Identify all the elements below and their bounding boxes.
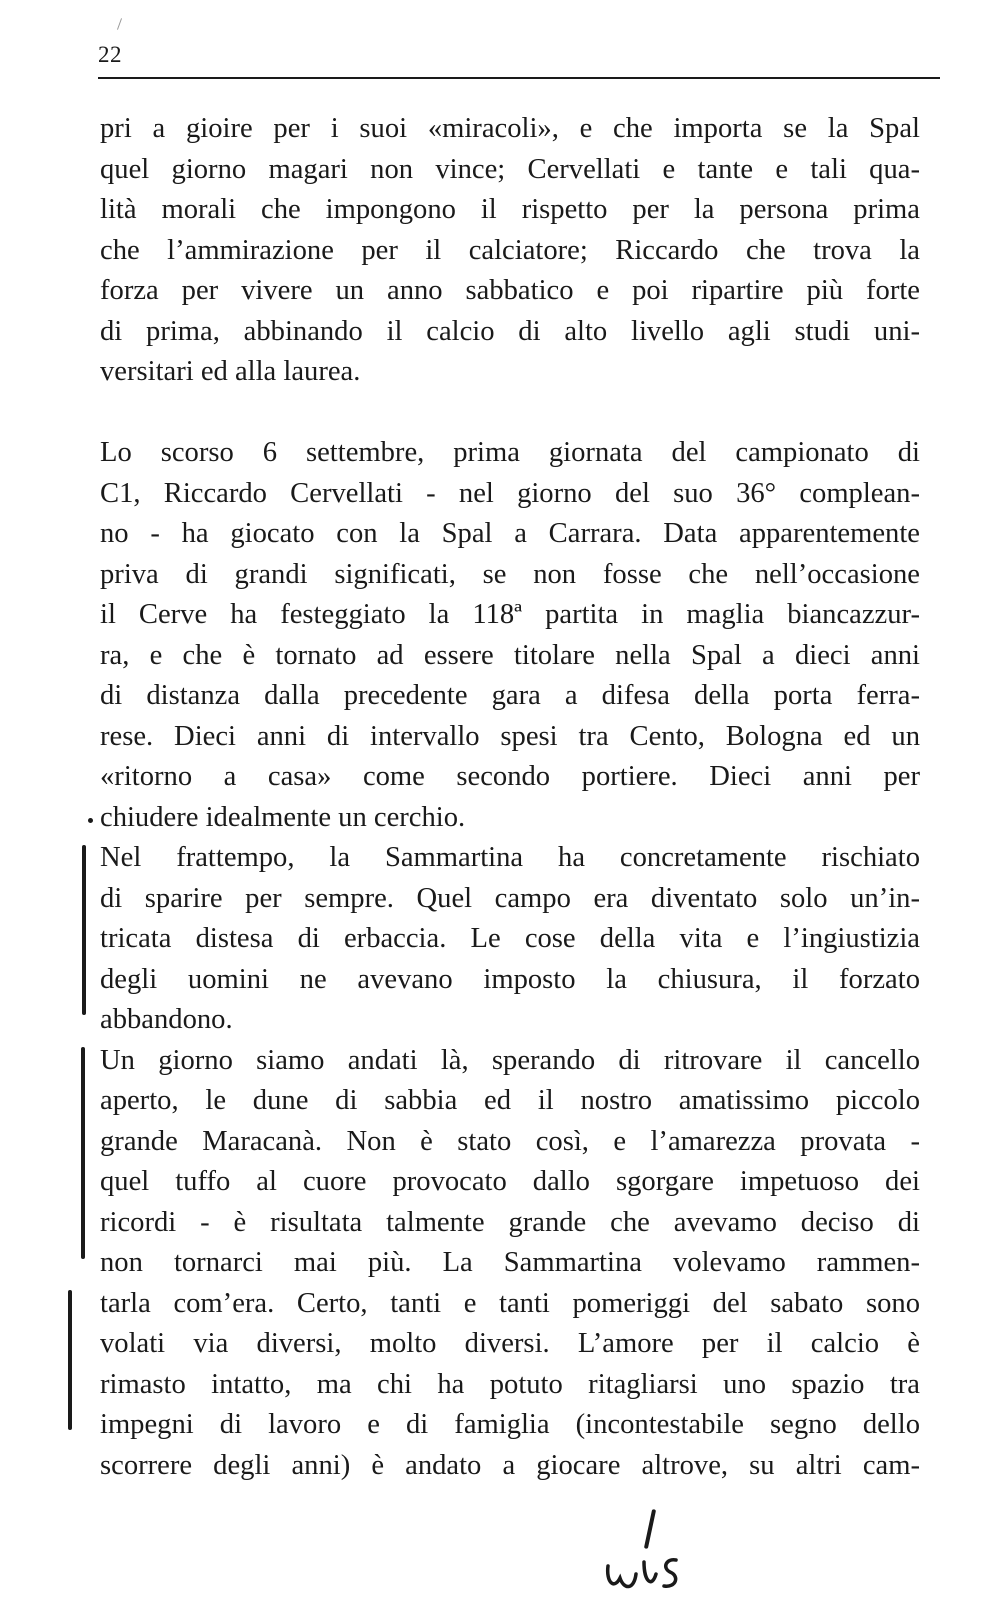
margin-bracket-mark (81, 1047, 85, 1259)
text-line: di distanza dalla precedente gara a difesa della porta ferra- (100, 680, 920, 711)
text-line: Nel frattempo, la Sammartina ha concretamente rischiato (100, 842, 920, 873)
text-line: che l’ammirazione per il calciatore; Riccardo che trova la (100, 235, 920, 266)
text-line: scorrere degli anni) è andato a giocare altrove, su altri cam- (100, 1450, 920, 1481)
text-line: ricordi - è risultata talmente grande che avevamo deciso di (100, 1207, 920, 1238)
text-line: chiudere idealmente un cerchio. (100, 802, 466, 833)
text-line: priva di grandi significati, se non fosse che nell’occasione (100, 559, 920, 590)
margin-bracket-mark (68, 1290, 72, 1430)
handwritten-initials (604, 1552, 684, 1594)
text-line: volati via diversi, molto diversi. L’amore per il calcio è (100, 1328, 920, 1359)
text-line: non tornarci mai più. La Sammartina volevamo rammen- (100, 1247, 920, 1278)
text-line: tricata distesa di erbaccia. Le cose della vita e l’ingiustizia (100, 923, 920, 954)
handwritten-stroke (644, 1509, 656, 1549)
text-line: di prima, abbinando il calcio di alto livello agli studi uni- (100, 316, 920, 347)
tick-mark (117, 18, 122, 30)
text-line: ra, e che è tornato ad essere titolare nella Spal a dieci anni (100, 640, 920, 671)
margin-bracket-mark (82, 845, 86, 1015)
text-line: pri a gioire per i suoi «miracoli», e che importa se la Spal (100, 113, 920, 144)
text-line: tarla com’era. Certo, tanti e tanti pomeriggi del sabato sono (100, 1288, 920, 1319)
text-line: «ritorno a casa» come secondo portiere. Dieci anni per (100, 761, 920, 792)
text-line: quel tuffo al cuore provocato dallo sgorgare impetuoso dei (100, 1166, 920, 1197)
page-number: 22 (98, 42, 122, 67)
text-line: no - ha giocato con la Spal a Carrara. Data apparentemente (100, 518, 920, 549)
text-line: il Cerve ha festeggiato la 118ª partita in maglia biancazzur- (100, 599, 920, 630)
text-line: impegni di lavoro e di famiglia (incontestabile segno dello (100, 1409, 920, 1440)
text-line: versitari ed alla laurea. (100, 356, 361, 387)
margin-dot (88, 818, 93, 823)
text-line: degli uomini ne avevano imposto la chiusura, il forzato (100, 964, 920, 995)
text-line: rimasto intatto, ma chi ha potuto ritagliarsi uno spazio tra (100, 1369, 920, 1400)
text-line: lità morali che impongono il rispetto per la persona prima (100, 194, 920, 225)
text-line: quel giorno magari non vince; Cervellati e tante e tali qua- (100, 154, 920, 185)
text-line: di sparire per sempre. Quel campo era diventato solo un’in- (100, 883, 920, 914)
text-line: abbandono. (100, 1004, 233, 1035)
text-line: grande Maracanà. Non è stato così, e l’amarezza provata - (100, 1126, 920, 1157)
text-line: rese. Dieci anni di intervallo spesi tra Cento, Bologna ed un (100, 721, 920, 752)
text-line: C1, Riccardo Cervellati - nel giorno del suo 36° complean- (100, 478, 920, 509)
text-line: aperto, le dune di sabbia ed il nostro amatissimo piccolo (100, 1085, 920, 1116)
text-line: forza per vivere un anno sabbatico e poi ripartire più forte (100, 275, 920, 306)
header-rule (98, 77, 940, 79)
text-line: Un giorno siamo andati là, sperando di ritrovare il cancello (100, 1045, 920, 1076)
text-line: Lo scorso 6 settembre, prima giornata del campionato di (100, 437, 920, 468)
